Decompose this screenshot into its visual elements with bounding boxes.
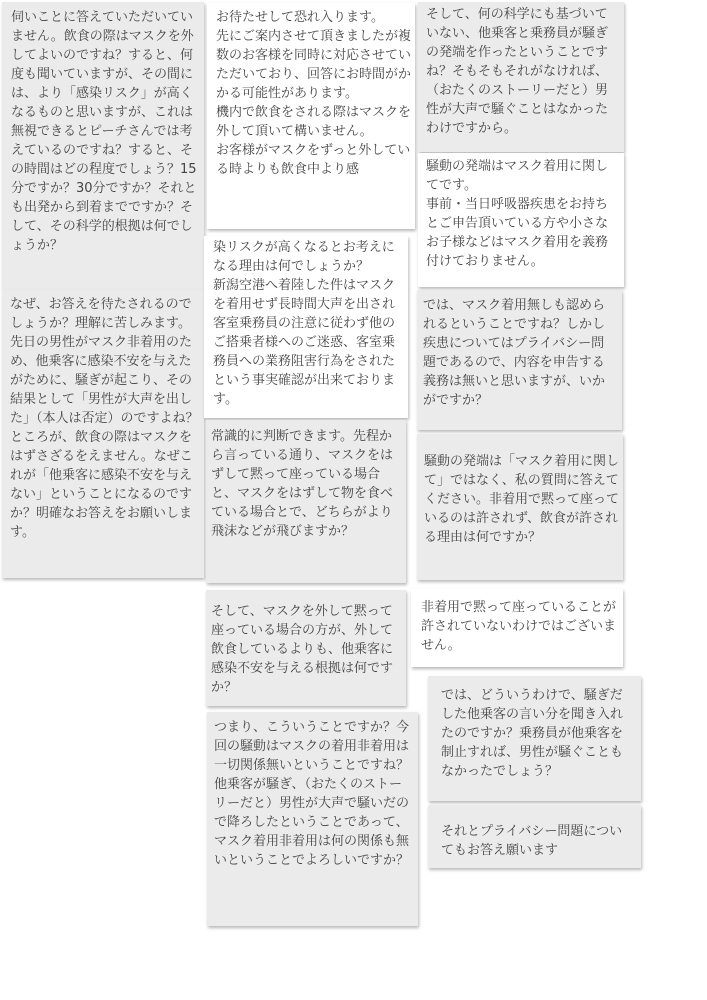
user-message-7: では、マスク着用無しも認められるということですね？しかし疾患についてはプライバシー問題であるので、内容を申告する義務は無いと思いますが、いかがですか？ [417,290,622,430]
user-message-1: 伺いことに答えていただいていません。飲食の際はマスクを外してよいのですね？すると、何度も聞いていますが、その間には、より「感染リスク」が高くなるものと思いますが、これは無視できるとピーチさんでは考えているのですね？すると、その時間はどの程度でしょう？15分ですか？30分ですか？それとも出発から到着までですか？そして、その科学的根拠は何でしょうか？ [2,2,204,290]
user-message-5: つまり、こういうことですか？今回の騒動はマスクの着用非着用は一切関係無いということですね？他乗客が騒ぎ、（おたくのストーリーだと）男性が大声で騒いだので降ろしたということであって、マスク着用非着用は何の関係も無いということでよろしいですか？ [207,712,418,926]
operator-reply-4: 非着用で黙って座っていることが許されていないわけではございません。 [411,589,623,667]
user-message-3: 常識的に判断できます。先程から言っている通り、マスクをはずして黙って座っている場合と、マスクをはずして物を食べている場合とで、どちらがより飛沫などが飛びますか？ [206,420,406,583]
user-message-4: そして、マスクを外して黙って座っている場合の方が、外して飲食しているよりも、他乗客に感染不安を与える根拠は何ですか？ [206,590,406,706]
user-message-9: では、どういうわけで、騒ぎだした他乗客の言い分を聞き入れたのですか？乗務員が他乗客を制止すれば、男性が騒ぐこともなかったでしょう？ [428,676,641,801]
user-message-2: なぜ、お答えを待たされるのでしょうか？理解に苦しみます。先日の男性がマスク非着用のため、他乗客に感染不安を与えたがために、騒ぎが起こり、その結果として「男性が大声を出した」（本人は否定）のですよね？ところが、飲食の際はマスクをはずさざるをえません。なぜこれが「他乗客に感染不安を与えない」ということになるのですか？明確なお答えをお願いします。 [2,290,204,578]
user-message-10: それとプライバシー問題についてもお答え願います [428,805,641,868]
operator-reply-2: 染リスクが高くなるとお考えになる理由は何でしょうか？ 新潟空港へ着陸した件はマスクを着用せず長時間大声を出され客室乗務員の注意に従わず他のご搭乗者様へのご迷惑、客室乗務員への業務阻害行為をされたという事実確認が出来ております。 [204,236,408,418]
operator-reply-3: 騒動の発端はマスク着用に関してです。 事前・当日呼吸器疾患をお持ちとご申告頂いている方や小さなお子様などはマスク着用を義務付けておりません。 [418,153,624,287]
operator-reply-1: お待たせして恐れ入ります。 先にご案内させて頂きましたが複数のお客様を同時に対応させていただいており、回答にお時間がかかる可能性があります。 機内で飲食をされる際はマスクを外して頂いて構いません。 お客様がマスクをずっと外している時よりも飲食中より感 [207,3,415,229]
user-message-8: 騒動の発端は「マスク着用に関して」ではなく、私の質問に答えてください。非着用で黙って座っているのは許されず、飲食が許される理由は何ですか？ [417,434,623,580]
user-message-6: そして、何の科学にも基づいていない、他乗客と乗務員が騒ぎの発端を作ったということですね？そもそもそれがなければ、（おたくのストーリーだと）男性が大声で騒ぐことはなかったわけですから。 [418,2,624,152]
